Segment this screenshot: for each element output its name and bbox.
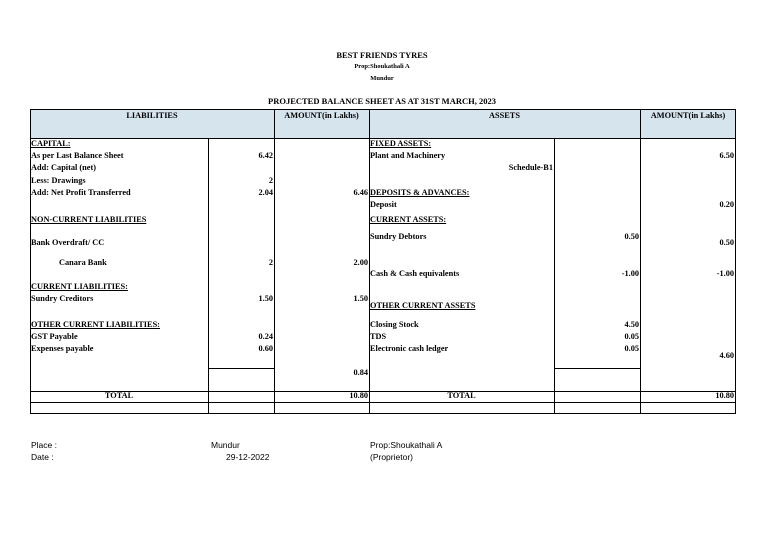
sundry-debtors-value: 0.50 bbox=[624, 232, 639, 241]
gst-payable-label: GST Payable bbox=[31, 332, 78, 341]
capital-total: 6.46 bbox=[353, 188, 368, 197]
add-capital-label: Add: Capital (net) bbox=[31, 163, 96, 172]
expenses-payable-label: Expenses payable bbox=[31, 344, 94, 353]
add-profit-value: 2.04 bbox=[258, 188, 273, 197]
total-label-right: TOTAL bbox=[447, 391, 476, 400]
company-place: Mundur bbox=[370, 75, 394, 82]
electronic-cash-label: Electronic cash ledger bbox=[370, 344, 449, 353]
tds-value: 0.05 bbox=[624, 332, 639, 341]
place-label: Place : bbox=[31, 440, 57, 450]
as-per-last-label: As per Last Balance Sheet bbox=[31, 151, 124, 160]
grid-line bbox=[30, 402, 736, 403]
total-label-left: TOTAL bbox=[104, 391, 134, 400]
cash-equivalents-value: -1.00 bbox=[621, 269, 639, 278]
sundry-creditors-value: 1.50 bbox=[258, 294, 273, 303]
less-drawings-label: Less: Drawings bbox=[31, 176, 86, 185]
other-liabilities-total: 0.84 bbox=[353, 368, 368, 377]
schedule-label: Schedule-B1 bbox=[508, 163, 553, 172]
current-assets-heading: CURRENT ASSETS: bbox=[370, 215, 447, 224]
canara-bank-label: Canara Bank bbox=[59, 258, 107, 267]
date-label: Date : bbox=[31, 452, 54, 462]
header-amount-right: AMOUNT(in Lakhs) bbox=[650, 111, 726, 120]
other-assets-total: 4.60 bbox=[719, 351, 734, 360]
sheet-title: PROJECTED BALANCE SHEET AS AT 31ST MARCH, 2023 bbox=[268, 96, 496, 106]
total-value-right: 10.80 bbox=[715, 391, 734, 400]
company-name: BEST FRIENDS TYRES bbox=[336, 50, 428, 60]
cash-equivalents-label: Cash & Cash equivalents bbox=[370, 269, 460, 278]
place-value: Mundur bbox=[211, 440, 240, 450]
tds-label: TDS bbox=[370, 332, 387, 341]
signature-proprietor: (Proprietor) bbox=[370, 452, 413, 462]
other-current-liabilities-heading: OTHER CURRENT LIABILITIES: bbox=[31, 320, 160, 329]
noncurrent-heading: NON-CURRENT LIABILITIES bbox=[31, 215, 147, 224]
fixed-assets-heading: FIXED ASSETS: bbox=[370, 139, 432, 148]
deposit-total: 0.20 bbox=[719, 200, 734, 209]
deposit-label: Deposit bbox=[370, 200, 397, 209]
sundry-creditors-label: Sundry Creditors bbox=[31, 294, 94, 303]
canara-bank-total: 2.00 bbox=[353, 258, 368, 267]
cash-equivalents-total: -1.00 bbox=[716, 269, 734, 278]
sundry-creditors-total: 1.50 bbox=[353, 294, 368, 303]
current-liabilities-heading: CURRENT LIABILITIES: bbox=[31, 282, 128, 291]
header-liabilities: LIABILITIES bbox=[126, 111, 178, 120]
company-proprietor: Prop:Shoukathali A bbox=[354, 63, 410, 70]
less-drawings-value: 2 bbox=[268, 176, 273, 185]
sundry-debtors-total: 0.50 bbox=[719, 238, 734, 247]
other-current-assets-heading: OTHER CURRENT ASSETS bbox=[370, 301, 476, 310]
grid-line bbox=[555, 368, 641, 369]
grid-line bbox=[30, 413, 736, 414]
deposits-heading: DEPOSITS & ADVANCES: bbox=[370, 188, 470, 197]
plant-machinery-total: 6.50 bbox=[719, 151, 734, 160]
sundry-debtors-label: Sundry Debtors bbox=[370, 232, 427, 241]
gst-payable-value: 0.24 bbox=[258, 332, 273, 341]
header-amount-left: AMOUNT(in Lakhs) bbox=[284, 111, 359, 120]
grid-line bbox=[208, 368, 275, 369]
add-profit-label: Add: Net Profit Transferred bbox=[31, 188, 131, 197]
closing-stock-label: Closing Stock bbox=[370, 320, 419, 329]
electronic-cash-value: 0.05 bbox=[624, 344, 639, 353]
grid-line bbox=[735, 109, 736, 414]
closing-stock-value: 4.50 bbox=[624, 320, 639, 329]
total-value-left: 10.80 bbox=[349, 391, 368, 400]
header-assets: ASSETS bbox=[489, 111, 520, 120]
plant-machinery-label: Plant and Machinery bbox=[370, 151, 446, 160]
grid-line bbox=[30, 109, 736, 110]
capital-heading: CAPITAL: bbox=[31, 139, 71, 148]
date-value: 29-12-2022 bbox=[226, 452, 270, 462]
canara-bank-value: 2 bbox=[268, 258, 273, 267]
bank-overdraft-label: Bank Overdraft/ CC bbox=[31, 238, 105, 247]
as-per-last-value: 6.42 bbox=[258, 151, 273, 160]
expenses-payable-value: 0.60 bbox=[258, 344, 273, 353]
signature-prop: Prop:Shoukathali A bbox=[370, 440, 443, 450]
